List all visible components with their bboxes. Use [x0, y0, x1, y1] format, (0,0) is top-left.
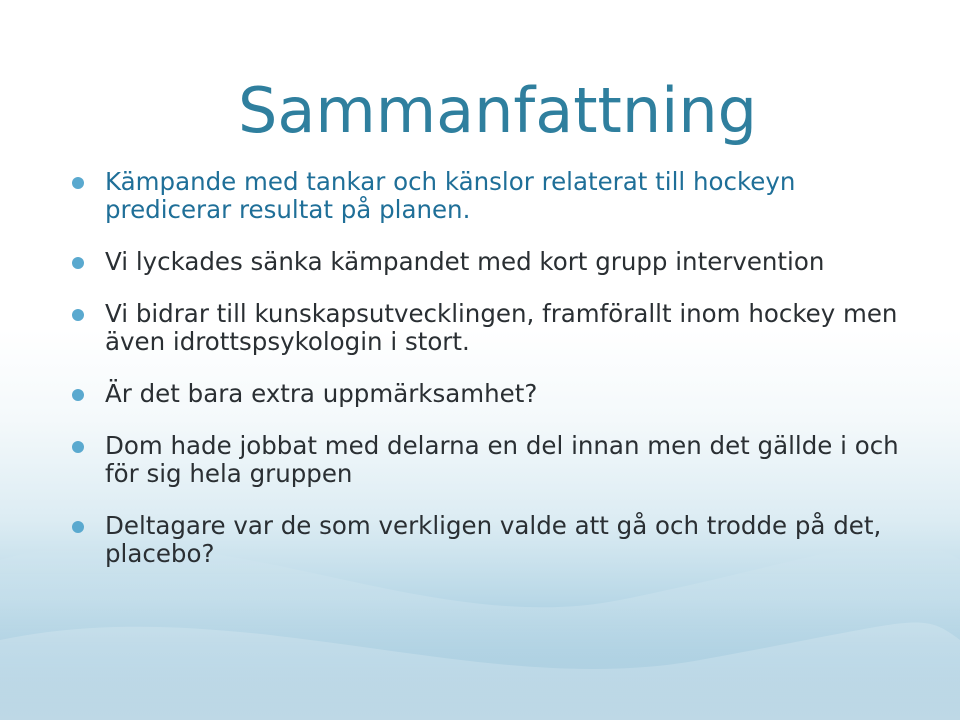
- bullet-item: [72, 380, 902, 408]
- bullet-dot-icon: [72, 521, 84, 533]
- bullet-item: [72, 168, 902, 224]
- bullet-text: Dom hade jobbat med delarna en del innan men det gällde i och för sig hela gruppen: [105, 431, 899, 488]
- bullet-text: Vi lyckades sänka kämpandet med kort grupp intervention: [105, 247, 825, 276]
- bullet-dot-icon: [72, 389, 84, 401]
- bullet-item: [72, 248, 902, 276]
- bullet-text: Vi bidrar till kunskapsutvecklingen, framförallt inom hockey men även idrottspsykologin i stort.: [105, 299, 898, 356]
- bullet-dot-icon: [72, 257, 84, 269]
- bullet-item: [72, 512, 902, 568]
- bullet-text: Deltagare var de som verkligen valde att gå och trodde på det, placebo?: [105, 511, 882, 568]
- bullet-dot-icon: [72, 441, 84, 453]
- bullet-dot-icon: [72, 177, 84, 189]
- bullet-dot-icon: [72, 309, 84, 321]
- bullet-item: [72, 432, 902, 488]
- bullet-item: [72, 300, 902, 356]
- slide-title: Sammanfattning: [238, 74, 758, 147]
- bullet-text: Är det bara extra uppmärksamhet?: [105, 379, 538, 408]
- bullet-text: Kämpande med tankar och känslor relaterat till hockeyn predicerar resultat på planen.: [105, 167, 796, 224]
- bullet-list: [72, 168, 902, 592]
